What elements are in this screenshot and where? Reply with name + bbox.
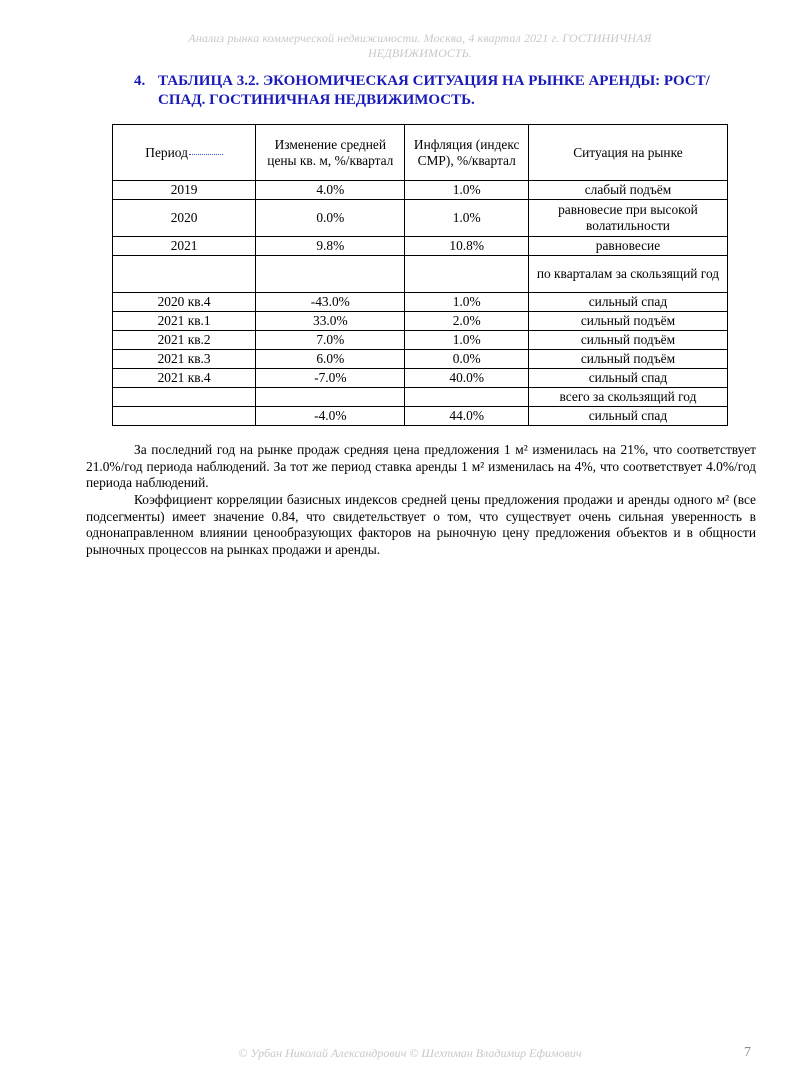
cell-inflation: 1.0% xyxy=(405,181,528,200)
cell-inflation: 1.0% xyxy=(405,331,528,350)
cell-situation: сильный спад xyxy=(528,407,727,426)
cell-inflation: 0.0% xyxy=(405,350,528,369)
cell-situation: сильный спад xyxy=(528,293,727,312)
cell-price-change: 7.0% xyxy=(256,331,405,350)
cell-period: 2021 кв.4 xyxy=(113,369,256,388)
cell-situation: равновесие при высокой волатильности xyxy=(528,200,727,237)
cell-situation: сильный спад xyxy=(528,369,727,388)
cell-situation: равновесие xyxy=(528,237,727,256)
cell-price-change: 9.8% xyxy=(256,237,405,256)
cell-price-change: 6.0% xyxy=(256,350,405,369)
cell-period xyxy=(113,256,256,293)
cell-price-change: 33.0% xyxy=(256,312,405,331)
page-header-line1: Анализ рынка коммерческой недвижимости. Москва, 4 квартал 2021 г. ГОСТИНИЧНАЯ xyxy=(188,31,652,45)
cell-inflation: 10.8% xyxy=(405,237,528,256)
paragraph-price-change: За последний год на рынке продаж средняя цена предложения 1 м² изменилась на 21%, что соответствует 21.0%/год периода наблюдений. За тот же период ставка аренды 1 м² изменилась на 4%, что соответствует 4.0%/год периода наблюдений. xyxy=(86,442,756,490)
cell-situation: сильный подъём xyxy=(528,331,727,350)
cell-inflation xyxy=(405,388,528,407)
cell-period: 2019 xyxy=(113,181,256,200)
table-row xyxy=(113,237,728,256)
table-row xyxy=(113,388,728,407)
spellcheck-underline xyxy=(189,153,223,155)
cell-situation: слабый подъём xyxy=(528,181,727,200)
header-inflation: Инфляция (индекс СМР), %/квартал xyxy=(405,125,528,181)
header-market-situation: Ситуация на рынке xyxy=(528,125,727,181)
cell-inflation xyxy=(405,256,528,293)
cell-period: 2020 xyxy=(113,200,256,237)
table-row xyxy=(113,407,728,426)
cell-price-change: -43.0% xyxy=(256,293,405,312)
cell-period: 2021 кв.2 xyxy=(113,331,256,350)
table-row xyxy=(113,256,728,293)
section-title-link[interactable]: ТАБЛИЦА 3.2. ЭКОНОМИЧЕСКАЯ СИТУАЦИЯ НА РЫНКЕ АРЕНДЫ: РОСТ/СПАД. ГОСТИНИЧНАЯ НЕДВИЖИМОСТЬ. xyxy=(158,73,710,108)
cell-period: 2021 xyxy=(113,237,256,256)
cell-inflation: 1.0% xyxy=(405,293,528,312)
cell-price-change: 4.0% xyxy=(256,181,405,200)
cell-price-change xyxy=(256,388,405,407)
page-header-line2: НЕДВИЖИМОСТЬ. xyxy=(367,46,472,60)
table-row xyxy=(113,331,728,350)
table-row xyxy=(113,293,728,312)
cell-inflation: 44.0% xyxy=(405,407,528,426)
cell-price-change: -4.0% xyxy=(256,407,405,426)
cell-situation: по кварталам за скользящий год xyxy=(528,256,727,293)
page-header xyxy=(110,31,730,61)
page-number: 7 xyxy=(744,1045,751,1060)
cell-period xyxy=(113,407,256,426)
market-situation-table xyxy=(112,124,728,426)
cell-situation: сильный подъём xyxy=(528,350,727,369)
cell-inflation: 40.0% xyxy=(405,369,528,388)
table-row xyxy=(113,350,728,369)
table-row xyxy=(113,200,728,237)
cell-period: 2021 кв.1 xyxy=(113,312,256,331)
paragraph-correlation: Коэффициент корреляции базисных индексов средней цены предложения продажи и аренды одного м² (все подсегменты) имеет значение 0.84, что свидетельствует о том, что существует очень сильная уверенность в однонаправленном влиянии ценообразующих факторов на рыночную цену предложения объектов и в общности рыночных процессов на рынках продажи и аренды. xyxy=(86,492,756,557)
cell-inflation: 1.0% xyxy=(405,200,528,237)
cell-situation: сильный подъём xyxy=(528,312,727,331)
section-number: 4. xyxy=(134,73,146,89)
header-price-change: Изменение средней цены кв. м, %/квартал xyxy=(256,125,405,181)
table-row xyxy=(113,312,728,331)
cell-period xyxy=(113,388,256,407)
cell-inflation: 2.0% xyxy=(405,312,528,331)
table-row xyxy=(113,369,728,388)
table-header-row xyxy=(113,125,728,181)
cell-price-change xyxy=(256,256,405,293)
cell-price-change: 0.0% xyxy=(256,200,405,237)
cell-situation: всего за скользящий год xyxy=(528,388,727,407)
table-row xyxy=(113,181,728,200)
copyright-footer: © Урбан Николай Александрович © Шехтман Владимир Ефимович xyxy=(238,1046,582,1060)
header-period: Период xyxy=(113,125,256,181)
cell-period: 2021 кв.3 xyxy=(113,350,256,369)
cell-price-change: -7.0% xyxy=(256,369,405,388)
cell-period: 2020 кв.4 xyxy=(113,293,256,312)
